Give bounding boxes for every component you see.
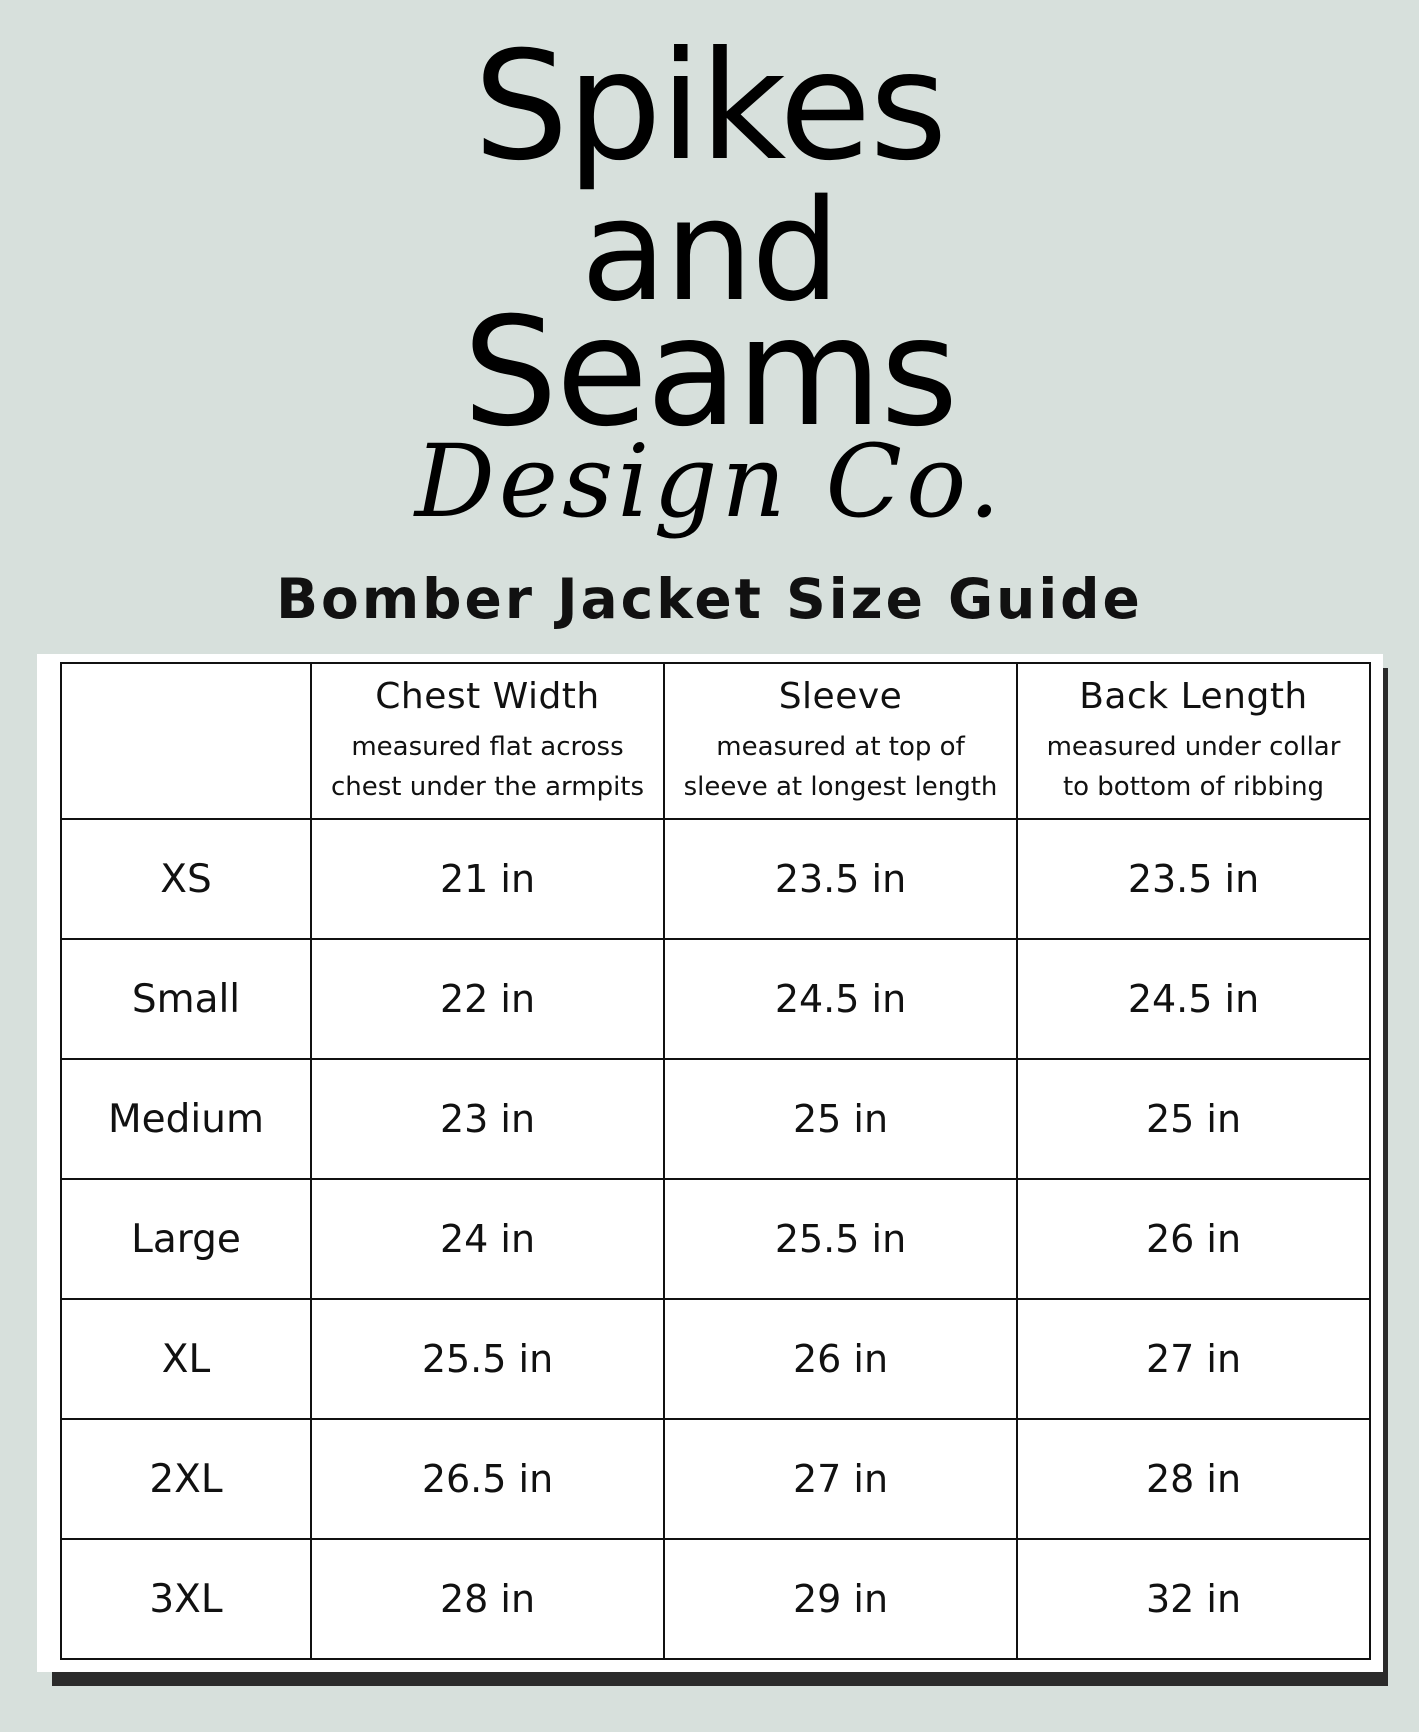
column-description: sleeve at longest length [683, 771, 998, 802]
column-description: measured under collar [1046, 731, 1341, 762]
size-table [60, 662, 1371, 1660]
size-label: XL [61, 1299, 311, 1419]
column-title: Sleeve [778, 675, 903, 717]
column-description: measured at top of [716, 731, 965, 762]
back-length-value: 24.5 in [1017, 939, 1370, 1059]
brand-logo-seams: Seams [462, 286, 957, 460]
back-length-value: 27 in [1017, 1299, 1370, 1419]
column-description: to bottom of ribbing [1062, 771, 1325, 802]
sleeve-value: 26 in [664, 1299, 1017, 1419]
column-description: measured flat across [351, 731, 624, 762]
header-empty-cell [61, 663, 311, 819]
table-row [61, 1179, 1370, 1299]
table-row [61, 1539, 1370, 1659]
sleeve-value: 25 in [664, 1059, 1017, 1179]
table-row [61, 1299, 1370, 1419]
sleeve-value: 27 in [664, 1419, 1017, 1539]
table-header-row [61, 663, 1370, 819]
chest-width-value: 24 in [311, 1179, 664, 1299]
table-row [61, 819, 1370, 939]
sleeve-value: 29 in [664, 1539, 1017, 1659]
size-label: 3XL [61, 1539, 311, 1659]
header-chest-width [311, 663, 664, 819]
brand-logo-spikes: Spikes [473, 20, 946, 194]
table-row [61, 1059, 1370, 1179]
size-label: 2XL [61, 1419, 311, 1539]
back-length-value: 32 in [1017, 1539, 1370, 1659]
size-label: Large [61, 1179, 311, 1299]
chest-width-value: 25.5 in [311, 1299, 664, 1419]
brand-logo-and: and [580, 170, 839, 333]
header-sleeve [664, 663, 1017, 819]
chest-width-value: 21 in [311, 819, 664, 939]
chest-width-value: 22 in [311, 939, 664, 1059]
table-row [61, 1419, 1370, 1539]
size-label: Medium [61, 1059, 311, 1179]
column-title: Back Length [1079, 675, 1308, 717]
chest-width-value: 28 in [311, 1539, 664, 1659]
page-subtitle: Bomber Jacket Size Guide [276, 567, 1143, 631]
brand-logo-script: Design Co. [414, 423, 1005, 540]
back-length-value: 26 in [1017, 1179, 1370, 1299]
back-length-value: 25 in [1017, 1059, 1370, 1179]
header-back-length [1017, 663, 1370, 819]
table-row [61, 939, 1370, 1059]
chest-width-value: 23 in [311, 1059, 664, 1179]
chest-width-value: 26.5 in [311, 1419, 664, 1539]
sleeve-value: 25.5 in [664, 1179, 1017, 1299]
back-length-value: 28 in [1017, 1419, 1370, 1539]
size-label: XS [61, 819, 311, 939]
column-description: chest under the armpits [330, 771, 645, 802]
size-label: Small [61, 939, 311, 1059]
sleeve-value: 23.5 in [664, 819, 1017, 939]
back-length-value: 23.5 in [1017, 819, 1370, 939]
column-title: Chest Width [375, 675, 600, 717]
sleeve-value: 24.5 in [664, 939, 1017, 1059]
